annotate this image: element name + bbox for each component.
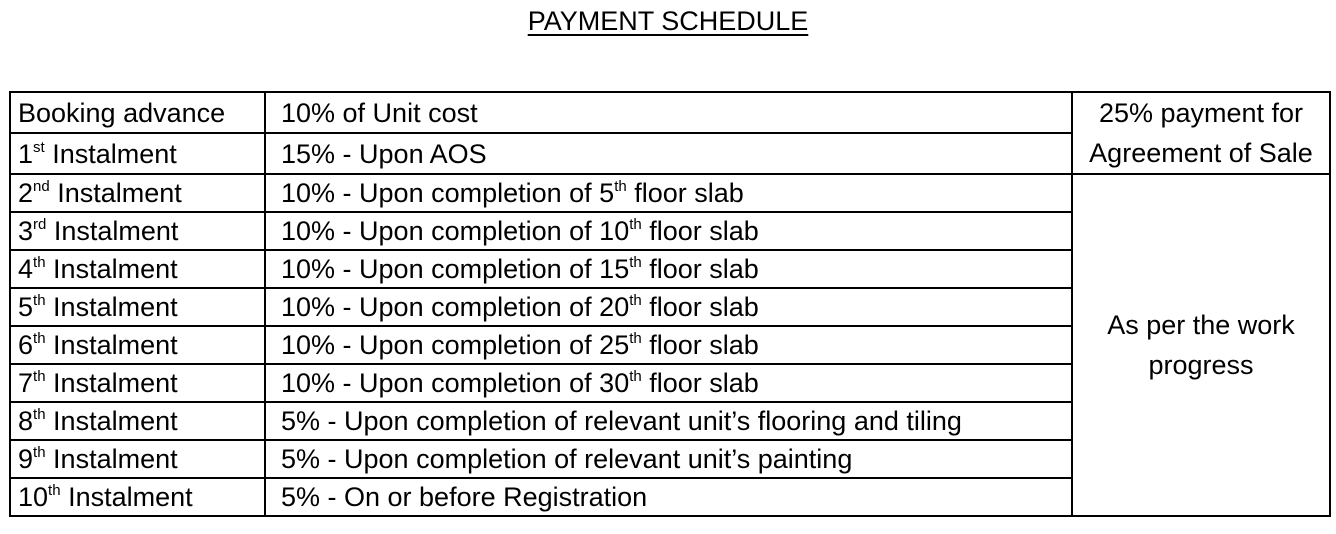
instalment-label: 9th Instalment <box>10 440 265 478</box>
payment-terms: 10% - Upon completion of 25th floor slab <box>265 326 1072 364</box>
instalment-label: 2nd Instalment <box>10 174 265 212</box>
table-row <box>10 92 1330 133</box>
instalment-label: 4th Instalment <box>10 250 265 288</box>
payment-terms: 10% - Upon completion of 20th floor slab <box>265 288 1072 326</box>
payment-terms: 10% - Upon completion of 5th floor slab <box>265 174 1072 212</box>
payment-terms: 10% - Upon completion of 30th floor slab <box>265 364 1072 402</box>
page-title <box>0 4 1336 38</box>
payment-terms: 10% of Unit cost <box>265 92 1072 133</box>
payment-terms: 15% - Upon AOS <box>265 133 1072 174</box>
payment-schedule-table <box>9 91 1331 517</box>
work-progress-note: As per the work progress <box>1072 174 1330 516</box>
instalment-label: 7th Instalment <box>10 364 265 402</box>
instalment-label: Booking advance <box>10 92 265 133</box>
agreement-of-sale-note: 25% payment for Agreement of Sale <box>1072 92 1330 174</box>
payment-terms: 10% - Upon completion of 15th floor slab <box>265 250 1072 288</box>
payment-terms: 5% - Upon completion of relevant unit’s flooring and tiling <box>265 402 1072 440</box>
table-row <box>10 174 1330 212</box>
instalment-label: 6th Instalment <box>10 326 265 364</box>
payment-terms: 5% - On or before Registration <box>265 478 1072 516</box>
instalment-label: 8th Instalment <box>10 402 265 440</box>
title-text: PAYMENT SCHEDULE <box>527 6 809 36</box>
instalment-label: 5th Instalment <box>10 288 265 326</box>
instalment-label: 3rd Instalment <box>10 212 265 250</box>
payment-terms: 5% - Upon completion of relevant unit’s painting <box>265 440 1072 478</box>
instalment-label: 1st Instalment <box>10 133 265 174</box>
payment-terms: 10% - Upon completion of 10th floor slab <box>265 212 1072 250</box>
instalment-label: 10th Instalment <box>10 478 265 516</box>
